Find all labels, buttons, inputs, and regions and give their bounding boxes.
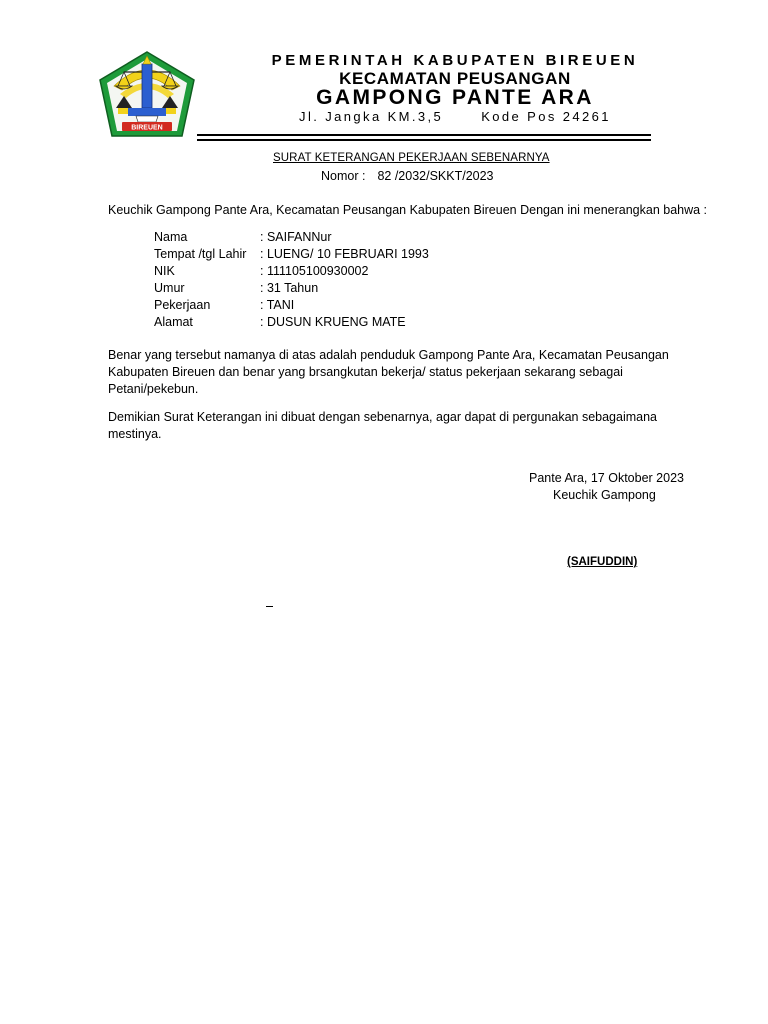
field-label-pekerjaan: Pekerjaan [154, 298, 211, 312]
field-label-alamat: Alamat [154, 315, 193, 329]
number-label: Nomor : [321, 169, 366, 183]
svg-text:BIREUEN: BIREUEN [131, 124, 163, 132]
field-value-pekerjaan: : TANI [260, 298, 295, 312]
letterhead-rule-top [197, 134, 651, 136]
stray-mark [266, 606, 273, 607]
field-label-nama: Nama [154, 230, 188, 244]
field-value-alamat: : DUSUN KRUENG MATE [260, 315, 406, 329]
field-value-tempat-tgl-lahir: : LUENG/ 10 FEBRUARI 1993 [260, 247, 429, 261]
village-name: GAMPONG PANTE ARA [316, 86, 594, 109]
address-line [258, 109, 652, 124]
letterhead-rule-bottom [197, 139, 651, 141]
letter-number [321, 169, 494, 183]
field-label-tempat-tgl-lahir: Tempat /tgl Lahir [154, 247, 247, 261]
field-value-nik: : 111105100930002 [260, 264, 369, 278]
number-value: 82 /2032/SKKT/2023 [377, 169, 494, 183]
signatory-position: Keuchik Gampong [553, 488, 656, 502]
field-value-umur: : 31 Tahun [260, 281, 319, 295]
signatory-name: (SAIFUDDIN) [567, 556, 638, 568]
letter-title: SURAT KETERANGAN PEKERJAAN SEBENARNYA [273, 152, 550, 164]
district-name: KECAMATAN PEUSANGAN [339, 69, 571, 88]
field-value-nama: : SAIFANNur [260, 230, 332, 244]
street-address: Jl. Jangka KM.3,5 [299, 109, 444, 124]
place-and-date: Pante Ara, 17 Oktober 2023 [529, 471, 684, 485]
field-label-nik: NIK [154, 264, 175, 278]
bireuen-regency-emblem [98, 50, 196, 138]
statement-paragraph: Benar yang tersebut namanya di atas adalah penduduk Gampong Pante Ara, Kecamatan Peusangan Kabupaten Bireuen dan benar yang brsangkutan bekerja/ status pekerjaan sekarang sebagai Petani/pekebun. [108, 348, 669, 396]
field-label-umur: Umur [154, 281, 185, 295]
closing-paragraph: Demikian Surat Keterangan ini dibuat dengan sebenarnya, agar dapat di pergunakan sebagaimana mestinya. [108, 410, 657, 441]
intro-text: Keuchik Gampong Pante Ara, Kecamatan Peusangan Kabupaten Bireuen Dengan ini menerangkan bahwa : [108, 203, 708, 217]
postal-code: Kode Pos 24261 [481, 109, 611, 124]
government-name: PEMERINTAH KABUPATEN BIREUEN [271, 52, 639, 69]
